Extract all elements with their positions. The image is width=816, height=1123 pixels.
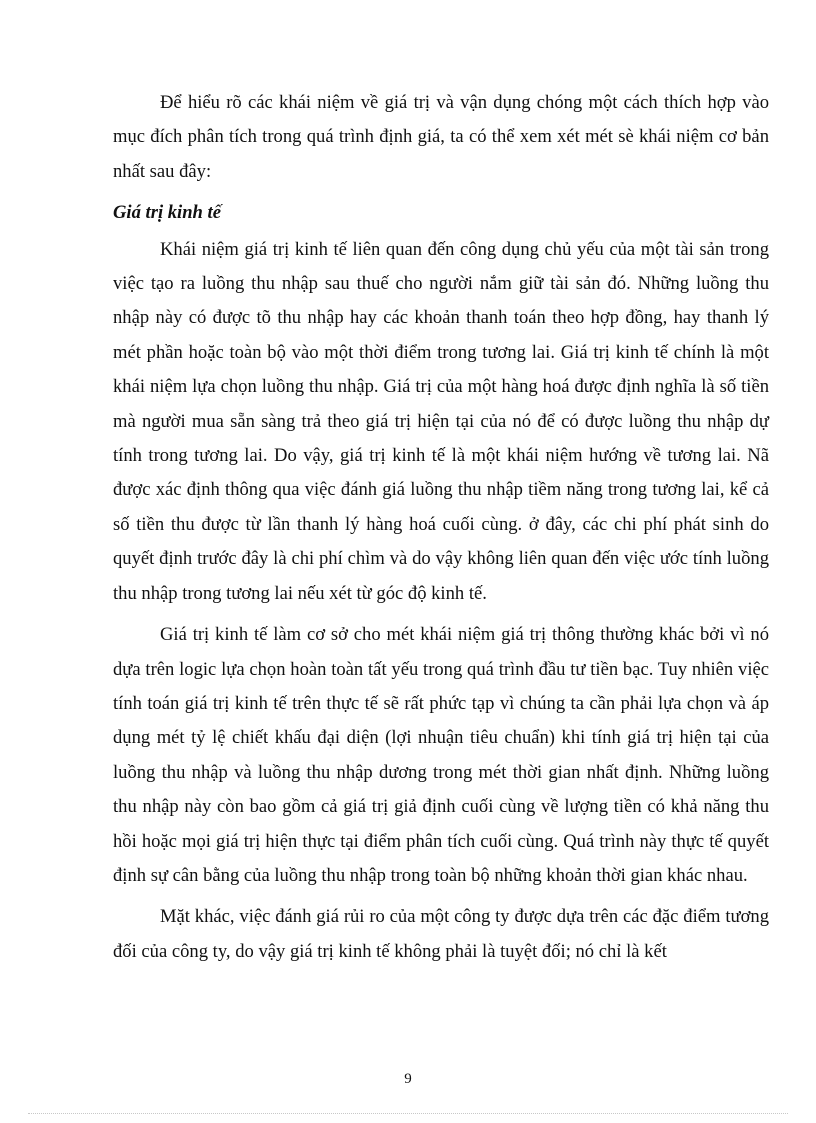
body-paragraph: Giá trị kinh tế làm cơ sở cho mét khái niệm giá trị thông thường khác bởi vì nó dựa trên logic lựa chọn hoàn toàn tất yếu trong quá trình đầu tư tiền bạc. Tuy nhiên việc tính toán giá trị kinh tế trên thực tế sẽ rất phức tạp vì chúng ta cần phải lựa chọn và áp dụng mét tỷ lệ chiết khấu đại diện (lợi nhuận tiêu chuẩn) khi tính giá trị hiện tại của luồng thu nhập và luồng thu nhập dương trong mét thời gian nhất định. Những luồng thu nhập này còn bao gồm cả giá trị giả định cuối cùng về lượng tiền có khả năng thu hồi hoặc mọi giá trị hiện thực tại điểm phân tích cuối cùng. Quá trình này thực tế quyết định sự cân bằng của luồng thu nhập trong toàn bộ những khoản thời gian khác nhau.	[113, 624, 769, 886]
page-number: 9	[404, 1071, 412, 1087]
document-page	[113, 86, 769, 969]
body-paragraph: Khái niệm giá trị kinh tế liên quan đến công dụng chủ yếu của một tài sản trong việc tạo ra luồng thu nhập sau thuế cho người nắm giữ tài sản đó. Những luồng thu nhập này có được tõ thu nhập hay các khoản thanh toán theo hợp đồng, hay thanh lý mét phần hoặc toàn bộ vào một thời điểm trong tương lai. Giá trị kinh tế chính là một khái niệm lựa chọn luồng thu nhập. Giá trị của một hàng hoá được định nghĩa là số tiền mà người mua sẵn sàng trả theo giá trị hiện tại của nó để có được luồng thu nhập dự tính trong tương lai. Do vậy, giá trị kinh tế là một khái niệm hướng về tương lai. Nã được xác định thông qua việc đánh giá luồng thu nhập tiềm năng trong tương lai, kể cả số tiền thu được từ lần thanh lý hàng hoá cuối cùng. ở đây, các chi phí phát sinh do quyết định trước đây là chi phí chìm và do vậy không liên quan đến việc ước tính luồng thu nhập trong tương lai nếu xét từ góc độ kinh tế.	[113, 238, 769, 604]
section-heading: Giá trị kinh tế	[113, 202, 221, 224]
body-paragraph: Mặt khác, việc đánh giá rủi ro của một công ty được dựa trên các đặc điểm tương đối của công ty, do vậy giá trị kinh tế không phải là tuyệt đối; nó chỉ là kết	[113, 906, 769, 962]
page-bottom-divider	[28, 1113, 788, 1114]
intro-paragraph: Để hiểu rõ các khái niệm về giá trị và vận dụng chóng một cách thích hợp vào mục đích phân tích trong quá trình định giá, ta có thể xem xét mét sè khái niệm cơ bản nhất sau đây:	[113, 92, 769, 182]
